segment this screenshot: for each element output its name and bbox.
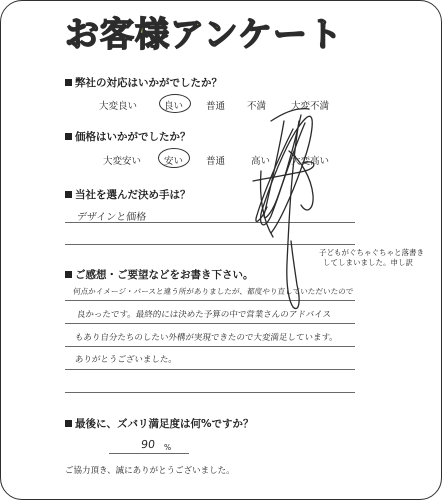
question-satisfaction-label: 最後に、ズバリ満足度は何%ですか？ xyxy=(75,418,254,430)
service-option-very-dissatisfied: 大変不満 xyxy=(291,101,330,112)
side-note-line-1: 子どもがぐちゃぐちゃと落書き xyxy=(319,248,424,257)
question-service-label: 弊社の対応はいかがでしたか？ xyxy=(75,77,222,89)
deciding-factor-answer: デザインと価格 xyxy=(76,212,147,223)
comment-line-1: 何点かイメージ・パースと違う所がありましたが、都度やり直していただいたので xyxy=(72,287,354,296)
satisfaction-unit: % xyxy=(164,443,172,452)
survey-title: お客様アンケート xyxy=(65,15,343,55)
child-scribble xyxy=(1,1,442,501)
service-option-dissatisfied: 不満 xyxy=(247,101,267,112)
question-comments-label: ご感想・ご要望などをお書き下さい。 xyxy=(75,269,254,281)
satisfaction-value: 90 xyxy=(140,438,156,451)
question-price-label: 価格はいかがでしたか？ xyxy=(75,131,191,143)
comment-line-3: もあり自分たちのしたい外構が実現できたので大変満足しています。 xyxy=(74,333,339,343)
service-option-good: 良い xyxy=(164,101,184,112)
price-option-very-expensive: 大変高い xyxy=(291,156,330,167)
service-option-normal: 普通 xyxy=(206,101,226,112)
comment-line-2: 良かったです。最終的には決めた予算の中で営業さんのアドバイス xyxy=(76,310,332,320)
price-option-normal: 普通 xyxy=(206,156,226,167)
price-option-very-cheap: 大変安い xyxy=(103,156,142,167)
service-option-very-good: 大変良い xyxy=(99,101,138,112)
price-option-expensive: 高い xyxy=(251,156,271,167)
thanks-footer: ご協力頂き、誠にありがとうございました。 xyxy=(65,466,235,476)
question-deciding-factor-label: 当社を選んだ決め手は？ xyxy=(75,189,191,201)
price-option-cheap: 安い xyxy=(164,156,184,167)
comment-line-4: ありがとうございました。 xyxy=(74,355,178,365)
side-note-line-2: してしまいました。申し訳 xyxy=(323,258,413,267)
